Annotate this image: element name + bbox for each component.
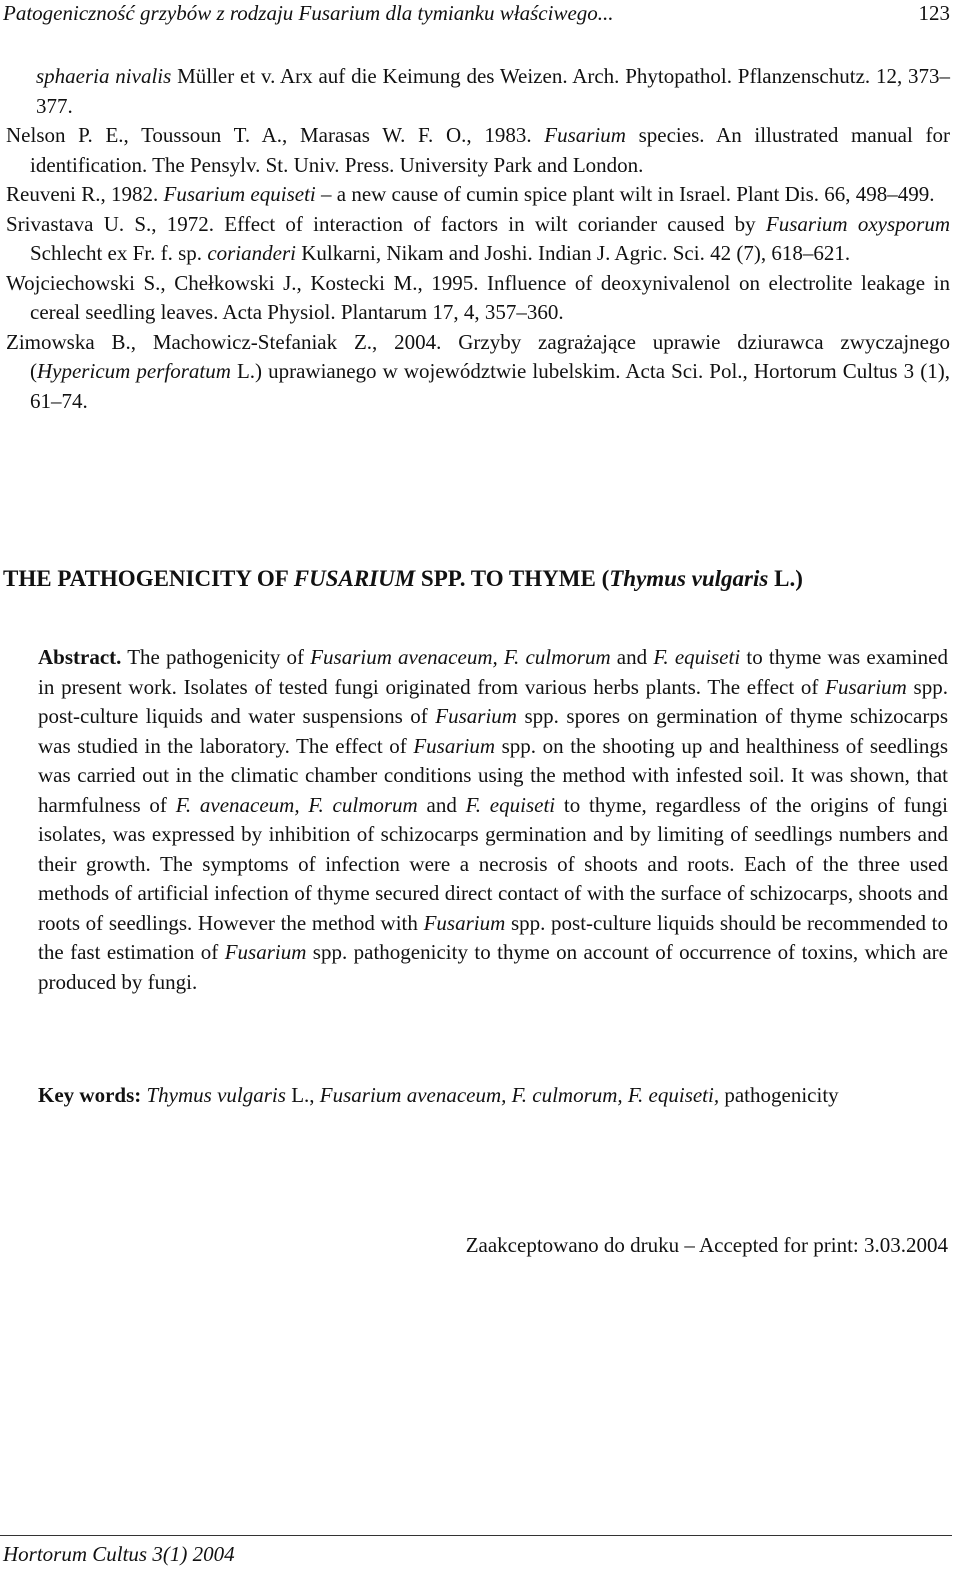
reference-text: species. An illustrated manual for identification. The Pensylv. St. Univ. Press. University Park and London. (30, 123, 950, 177)
abstract-text: spp. post-culture liquids should be recommended to the fast estimation of (38, 910, 949, 964)
keywords-text: L., (285, 1083, 320, 1107)
abstract-italic-text: Fusarium (224, 940, 307, 964)
abstract-italic-text: Fusarium (423, 910, 506, 935)
abstract-text: The pathogenicity of (121, 645, 311, 669)
reference-text: L.) uprawianego w województwie lubelskim. Acta Sci. Pol., Hortorum Cultus 3 (1), 61–74. (30, 359, 950, 413)
footer-divider (0, 1535, 952, 1536)
reference-text: Reuveni R., 1982. (6, 182, 164, 206)
reference-italic-text: Fusarium equiseti (163, 182, 316, 206)
title-italic-text: FUSARIUM (293, 566, 416, 591)
english-title (3, 565, 950, 593)
abstract-italic-text: Fusarium (435, 704, 517, 728)
abstract (38, 643, 948, 997)
reference-entry (6, 210, 950, 269)
page-number: 123 (918, 1, 950, 25)
reference-italic-text: corianderi (207, 241, 296, 265)
reference-list (6, 62, 950, 416)
reference-text: Wojciechowski S., Chełkowski J., Kostecki M., 1995. Influence of deoxynivalenol on electrolite leakage in cereal seedling leaves. Acta Physiol. Plantarum 17, 4, 357–360. (6, 270, 950, 324)
reference-italic-text: sphaeria nivalis (36, 64, 172, 88)
title-text: THE PATHOGENICITY OF (3, 566, 294, 591)
running-head (3, 0, 950, 26)
title-text: SPP. TO THYME ( (415, 566, 610, 591)
reference-text: Zimowska B., Machowicz-Stefaniak Z., 2004. Grzyby zagrażające uprawie dziurawca zwyczajnego ( (6, 329, 950, 383)
reference-entry (6, 269, 950, 328)
title-text: L.) (768, 566, 803, 591)
reference-entry (6, 328, 950, 417)
reference-text: Nelson P. E., Toussoun T. A., Marasas W. F. O., 1983. (6, 123, 545, 147)
abstract-label: Abstract. (38, 645, 122, 669)
keywords (38, 1081, 948, 1111)
reference-text: Kulkarni, Nikam and Joshi. Indian J. Agric. Sci. 42 (7), 618–621. (295, 241, 851, 265)
reference-italic-text: Fusarium oxysporum (765, 211, 950, 236)
keywords-label: Key words: (38, 1083, 142, 1107)
abstract-text: spp. pathogenicity to thyme on account of occurrence of toxins, which are produced by fungi. (38, 940, 948, 994)
abstract-italic-text: F. equiseti (465, 792, 556, 817)
abstract-italic-text: Fusarium (825, 674, 907, 699)
reference-italic-text: Fusarium (544, 123, 626, 147)
reference-italic-text: Hypericum perforatum (37, 359, 231, 383)
abstract-text: to thyme, regardless of the origins of fungi isolates, was expressed by inhibition of schizocarps germination and by limiting of seedlings numbers and their growth. The symptoms of infection were a necrosis of shoots and roots. Each of the three used methods of artificial infection of thyme secured direct contact of with the surface of schizocarps, shoots and roots of seedlings. However the method with (38, 792, 948, 935)
reference-text: – a new cause of cumin spice plant wilt in Israel. Plant Dis. 66, 498–499. (315, 182, 935, 206)
keywords-text: pathogenicity (719, 1083, 839, 1107)
abstract-text: spp. on the shooting up and healthiness of seedlings was carried out in the climatic chamber conditions using the method with infested soil. It was shown, that harmfulness of (38, 733, 948, 817)
reference-text: Srivastava U. S., 1972. Effect of interaction of factors in wilt coriander caused by (6, 211, 766, 236)
title-italic-text: Thymus vulgaris (609, 566, 769, 591)
abstract-italic-text: Fusarium avenaceum, F. culmorum (310, 645, 611, 669)
reference-text: Müller et v. Arx auf die Keimung des Weizen. Arch. Phytopathol. Pflanzenschutz. 12, 373–377. (36, 64, 950, 118)
abstract-text: spp. post-culture liquids and water suspensions of (38, 674, 948, 728)
abstract-italic-text: F. avenaceum, F. culmorum (175, 792, 418, 817)
reference-text: Schlecht ex Fr. f. sp. (30, 241, 208, 265)
accepted-for-print: Zaakceptowano do druku – Accepted for print: 3.03.2004 (465, 1233, 948, 1257)
abstract-text: and (610, 645, 654, 669)
reference-entry (6, 62, 950, 121)
abstract-text: to thyme was examined in present work. Isolates of tested fungi originated from various herbs plants. The effect of (38, 645, 949, 699)
running-head-title: Patogeniczność grzybów z rodzaju Fusarium dla tymianku właściwego... (3, 1, 614, 25)
abstract-italic-text: F. equiseti (653, 645, 741, 669)
keywords-italic-text: Fusarium avenaceum, F. culmorum, F. equiseti, (319, 1083, 720, 1107)
reference-entry (6, 180, 950, 210)
abstract-italic-text: Fusarium (413, 733, 496, 758)
footer-journal: Hortorum Cultus 3(1) 2004 (3, 1542, 235, 1566)
reference-entry (6, 121, 950, 180)
abstract-text: spp. spores on germination of thyme schizocarps was studied in the laboratory. The effect of (38, 704, 948, 758)
abstract-text: and (417, 792, 466, 817)
keywords-italic-text: Thymus vulgaris (146, 1083, 286, 1107)
